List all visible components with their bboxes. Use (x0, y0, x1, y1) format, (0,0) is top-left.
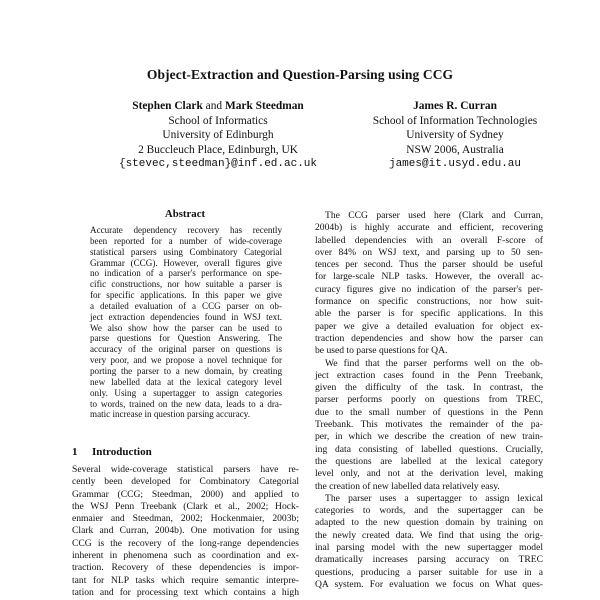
affiliation-address: 2 Buccleuch Place, Edinburgh, UK (138, 143, 298, 156)
text-line: parser performs poorly on questions from TREC, (315, 394, 543, 406)
text-line: been reported for a number of wide-coverage (90, 235, 282, 246)
right-column-paragraph-1 (315, 210, 543, 358)
introduction-body (72, 464, 299, 599)
text-line: given the difficulty of the task. In contrast, the (315, 382, 543, 394)
text-line: The CCG parser used here (Clark and Curran, (325, 210, 543, 221)
affiliation-school: School of Information Technologies (372, 114, 538, 127)
text-line: level only, and not at the derivation level, making (315, 468, 543, 480)
text-line: for large-scale NLP tasks. However, the overall ac- (315, 271, 543, 283)
section-number: 1 (72, 446, 78, 458)
text-line: new labelled data at the lexical category level (90, 376, 282, 387)
text-line: a detailed evaluation of a CCG parser on ob- (90, 300, 282, 311)
text-line: porting the parser to a new domain, by creating (90, 365, 282, 376)
text-line: over 84% on WSJ text, and parsing up to 50 sen- (315, 246, 543, 258)
section-title: Introduction (92, 446, 152, 458)
text-line: traction. Recovery of these dependencies is impor- (72, 562, 299, 574)
text-line: CCG is the recovery of the long-range dependencies (72, 537, 299, 549)
author-names-left (88, 99, 348, 114)
text-line: formance on specific constructions, nor how suit- (315, 296, 543, 308)
text-line: very poor, and we propose a novel technique for (90, 355, 282, 366)
text-line: due to the small number of questions in the Penn (315, 406, 543, 418)
author-name-steedman: Mark Steedman (224, 100, 304, 112)
text-line: able the parser is for specific applications. In this (315, 308, 543, 320)
text-line: inal parsing model with the new supertagger model (315, 542, 543, 554)
text-line: categories to words, and the supertagger can be (315, 505, 543, 517)
author-block-edinburgh (88, 99, 348, 172)
right-column-paragraph-3 (315, 493, 543, 591)
text-line: questions, producing a parser suitable for use in a (315, 566, 543, 578)
text-line: statistical parsers using Combinatory Categorial (90, 246, 282, 257)
right-column-paragraph-2 (315, 358, 543, 493)
right-column (315, 210, 543, 591)
text-line: 2004b) is highly accurate and efficient, recovering (315, 222, 543, 234)
text-line: ing data consisting of labelled questions. Crucially, (315, 443, 543, 455)
affiliation-university: University of Sydney (406, 129, 504, 142)
text-line: Grammar (CCG; Steedman, 2000) and applied to (72, 488, 299, 500)
text-line: the questions are labelled at the lexical category (315, 455, 543, 467)
author-email-right: james@it.usyd.edu.au (388, 158, 522, 171)
text-line: for specific applications. In this paper we give (90, 290, 282, 301)
text-line: Several wide-coverage statistical parsers have re- (72, 464, 299, 475)
author-email-left: {stevec,steedman}@inf.ed.ac.uk (118, 158, 318, 171)
text-line: We find that the parser performs well on the ob- (325, 357, 543, 369)
abstract-body (90, 225, 282, 420)
text-line: matic increase in question parsing accuracy. (90, 409, 250, 420)
text-line: QA system. For evaluation we focus on What ques- (315, 578, 543, 590)
text-line: labelled dependencies with an overall F-score of (315, 234, 543, 246)
affiliation-school: School of Informatics (168, 114, 268, 127)
affiliation-university: University of Edinburgh (162, 129, 274, 142)
text-line: cific constructions, nor how suitable a parser is (90, 279, 282, 290)
text-line: curacy figures give no indication of the parser's per- (315, 283, 543, 295)
text-line: cently been developed for Combinatory Categorial (72, 476, 299, 488)
text-line: the newly created data. We find that using the orig- (315, 529, 543, 541)
text-line: tation and for processing text which contains a high (72, 586, 299, 598)
author-name-curran: James R. Curran (413, 100, 497, 112)
text-line: tant for NLP tasks which require semantic interpre- (72, 574, 299, 586)
text-line: adapted to the new question domain by training on (315, 517, 543, 529)
text-line: no indication of a parser's performance on spe- (90, 268, 282, 279)
abstract-heading: Abstract (164, 208, 206, 220)
text-line: The parser uses a supertagger to assign lexical (325, 492, 543, 504)
text-line: enmaier and Steedman, 2002; Hockenmaier, 2003b; (72, 513, 299, 525)
text-line: ject extraction dependencies found in WSJ text. (90, 311, 282, 322)
text-line: traction dependencies and show how the parser can (315, 332, 543, 344)
text-line: accuracy of the original parser on questions is (90, 344, 282, 355)
text-line: inherent in phenomena such as coordination and ex- (72, 550, 299, 562)
text-line: We also show how the parser can be used to (90, 322, 282, 333)
author-block-sydney (315, 99, 595, 172)
section-heading-introduction (72, 446, 152, 458)
text-line: the WSJ Penn Treebank (Clark et al., 2002; Hock- (72, 500, 299, 512)
paper-title: Object-Extraction and Question-Parsing using CCG (146, 67, 454, 82)
author-conjunction: and (205, 100, 223, 112)
text-line: paper we give a detailed evaluation for object ex- (315, 320, 543, 332)
text-line: the creation of new labelled data relatively easy. (315, 480, 500, 492)
text-line: Clark and Curran, 2004b). One motivation for using (72, 525, 299, 537)
text-line: ject extraction cases found in the Penn Treebank, (315, 369, 543, 381)
affiliation-address: NSW 2006, Australia (406, 143, 504, 156)
text-line: to words, trained on the new data, leads to a dra- (90, 398, 282, 409)
text-line: Treebank. This motivates the remainder of the pa- (315, 419, 543, 431)
text-line: be used to parse questions for QA. (315, 345, 448, 357)
text-line: Accurate dependency recovery has recently (90, 225, 282, 235)
author-name-clark: Stephen Clark (132, 100, 203, 112)
text-line: per, in which we describe the creation of new train- (315, 431, 543, 443)
text-line: dramatically increases parsing accuracy on TREC (315, 554, 543, 566)
text-line: Grammar (CCG). However, overall figures give (90, 257, 282, 268)
text-line: parse questions for Question Answering. The (90, 333, 282, 344)
text-line: only. Using a supertagger to assign categories (90, 387, 282, 398)
text-line: tences per second. Thus the parser should be useful (315, 259, 543, 271)
